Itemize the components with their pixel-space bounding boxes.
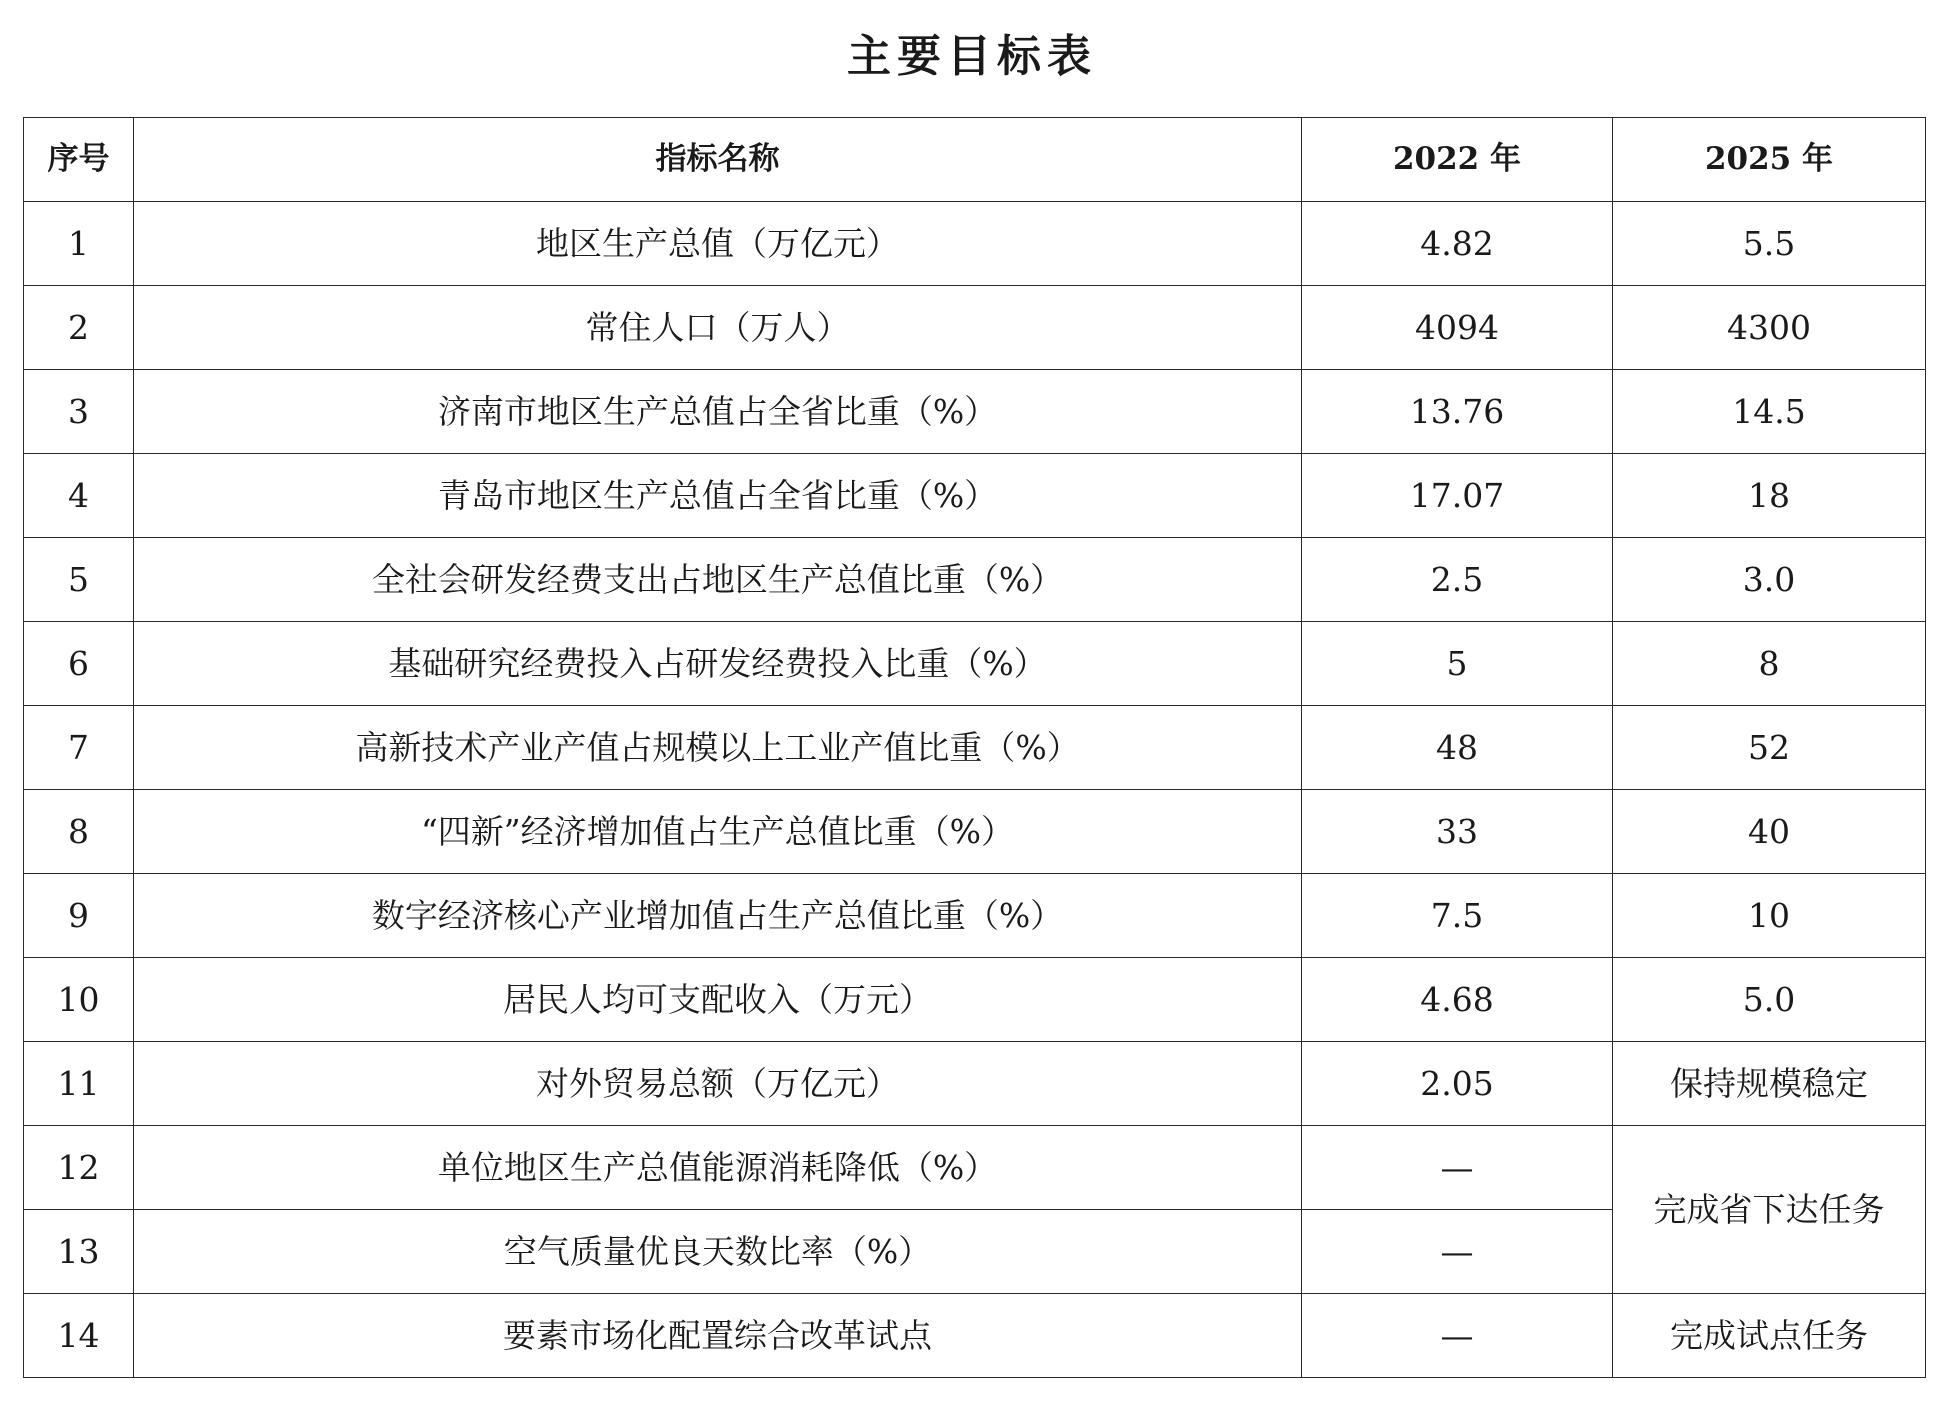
row-value-2025: 5.5: [1613, 202, 1926, 286]
row-value-2022: 33: [1302, 790, 1613, 874]
row-value-2022: 2.5: [1302, 538, 1613, 622]
row-indicator-name: 空气质量优良天数比率（%）: [134, 1210, 1302, 1294]
row-value-2025: 保持规模稳定: [1613, 1042, 1926, 1126]
page-title: 主要目标表: [847, 31, 1097, 82]
table-row: [24, 1042, 1926, 1126]
row-indicator-name: “四新”经济增加值占生产总值比重（%）: [134, 790, 1302, 874]
table-row: [24, 1294, 1926, 1378]
row-no: 4: [24, 454, 134, 538]
row-value-2022: 4.68: [1302, 958, 1613, 1042]
row-no: 3: [24, 370, 134, 454]
table-row: [24, 790, 1926, 874]
table-row: [24, 622, 1926, 706]
row-no: 9: [24, 874, 134, 958]
table-row: [24, 370, 1926, 454]
row-no: 6: [24, 622, 134, 706]
row-indicator-name: 济南市地区生产总值占全省比重（%）: [134, 370, 1302, 454]
table-row: [24, 874, 1926, 958]
row-indicator-name: 青岛市地区生产总值占全省比重（%）: [134, 454, 1302, 538]
row-value-2025: 52: [1613, 706, 1926, 790]
targets-table: [23, 117, 1926, 1378]
row-value-2022: 48: [1302, 706, 1613, 790]
row-value-2022: 5: [1302, 622, 1613, 706]
row-indicator-name: 数字经济核心产业增加值占生产总值比重（%）: [134, 874, 1302, 958]
row-indicator-name: 对外贸易总额（万亿元）: [134, 1042, 1302, 1126]
table-row: [24, 538, 1926, 622]
row-value-2025: 14.5: [1613, 370, 1926, 454]
row-no: 1: [24, 202, 134, 286]
row-value-2025: 5.0: [1613, 958, 1926, 1042]
row-value-2022: —: [1302, 1294, 1613, 1378]
row-value-2022: 7.5: [1302, 874, 1613, 958]
row-value-2025: 3.0: [1613, 538, 1926, 622]
row-no: 2: [24, 286, 134, 370]
header-name: 指标名称: [134, 118, 1302, 202]
table-row: [24, 958, 1926, 1042]
row-value-2022: —: [1302, 1126, 1613, 1210]
row-no: 14: [24, 1294, 134, 1378]
row-value-2025-merged: 完成省下达任务: [1613, 1126, 1926, 1294]
row-value-2022: 4094: [1302, 286, 1613, 370]
row-indicator-name: 常住人口（万人）: [134, 286, 1302, 370]
row-indicator-name: 基础研究经费投入占研发经费投入比重（%）: [134, 622, 1302, 706]
header-no: 序号: [24, 118, 134, 202]
row-value-2025: 4300: [1613, 286, 1926, 370]
row-no: 11: [24, 1042, 134, 1126]
row-indicator-name: 高新技术产业产值占规模以上工业产值比重（%）: [134, 706, 1302, 790]
header-2025: 2025 年: [1613, 118, 1926, 202]
row-value-2022: 13.76: [1302, 370, 1613, 454]
row-no: 12: [24, 1126, 134, 1210]
table-row: [24, 202, 1926, 286]
table-header-row: [24, 118, 1926, 202]
row-indicator-name: 全社会研发经费支出占地区生产总值比重（%）: [134, 538, 1302, 622]
row-value-2022: 17.07: [1302, 454, 1613, 538]
row-no: 7: [24, 706, 134, 790]
table-row: [24, 706, 1926, 790]
row-indicator-name: 单位地区生产总值能源消耗降低（%）: [134, 1126, 1302, 1210]
row-indicator-name: 居民人均可支配收入（万元）: [134, 958, 1302, 1042]
row-value-2025: 40: [1613, 790, 1926, 874]
row-value-2022: —: [1302, 1210, 1613, 1294]
row-no: 13: [24, 1210, 134, 1294]
table-row: [24, 1126, 1926, 1210]
row-no: 5: [24, 538, 134, 622]
table-row: [24, 454, 1926, 538]
header-2022: 2022 年: [1302, 118, 1613, 202]
row-no: 8: [24, 790, 134, 874]
row-value-2025: 8: [1613, 622, 1926, 706]
row-value-2025: 10: [1613, 874, 1926, 958]
row-value-2022: 2.05: [1302, 1042, 1613, 1126]
row-value-2022: 4.82: [1302, 202, 1613, 286]
row-no: 10: [24, 958, 134, 1042]
row-value-2025: 18: [1613, 454, 1926, 538]
row-value-2025: 完成试点任务: [1613, 1294, 1926, 1378]
row-indicator-name: 地区生产总值（万亿元）: [134, 202, 1302, 286]
row-indicator-name: 要素市场化配置综合改革试点: [134, 1294, 1302, 1378]
table-row: [24, 286, 1926, 370]
